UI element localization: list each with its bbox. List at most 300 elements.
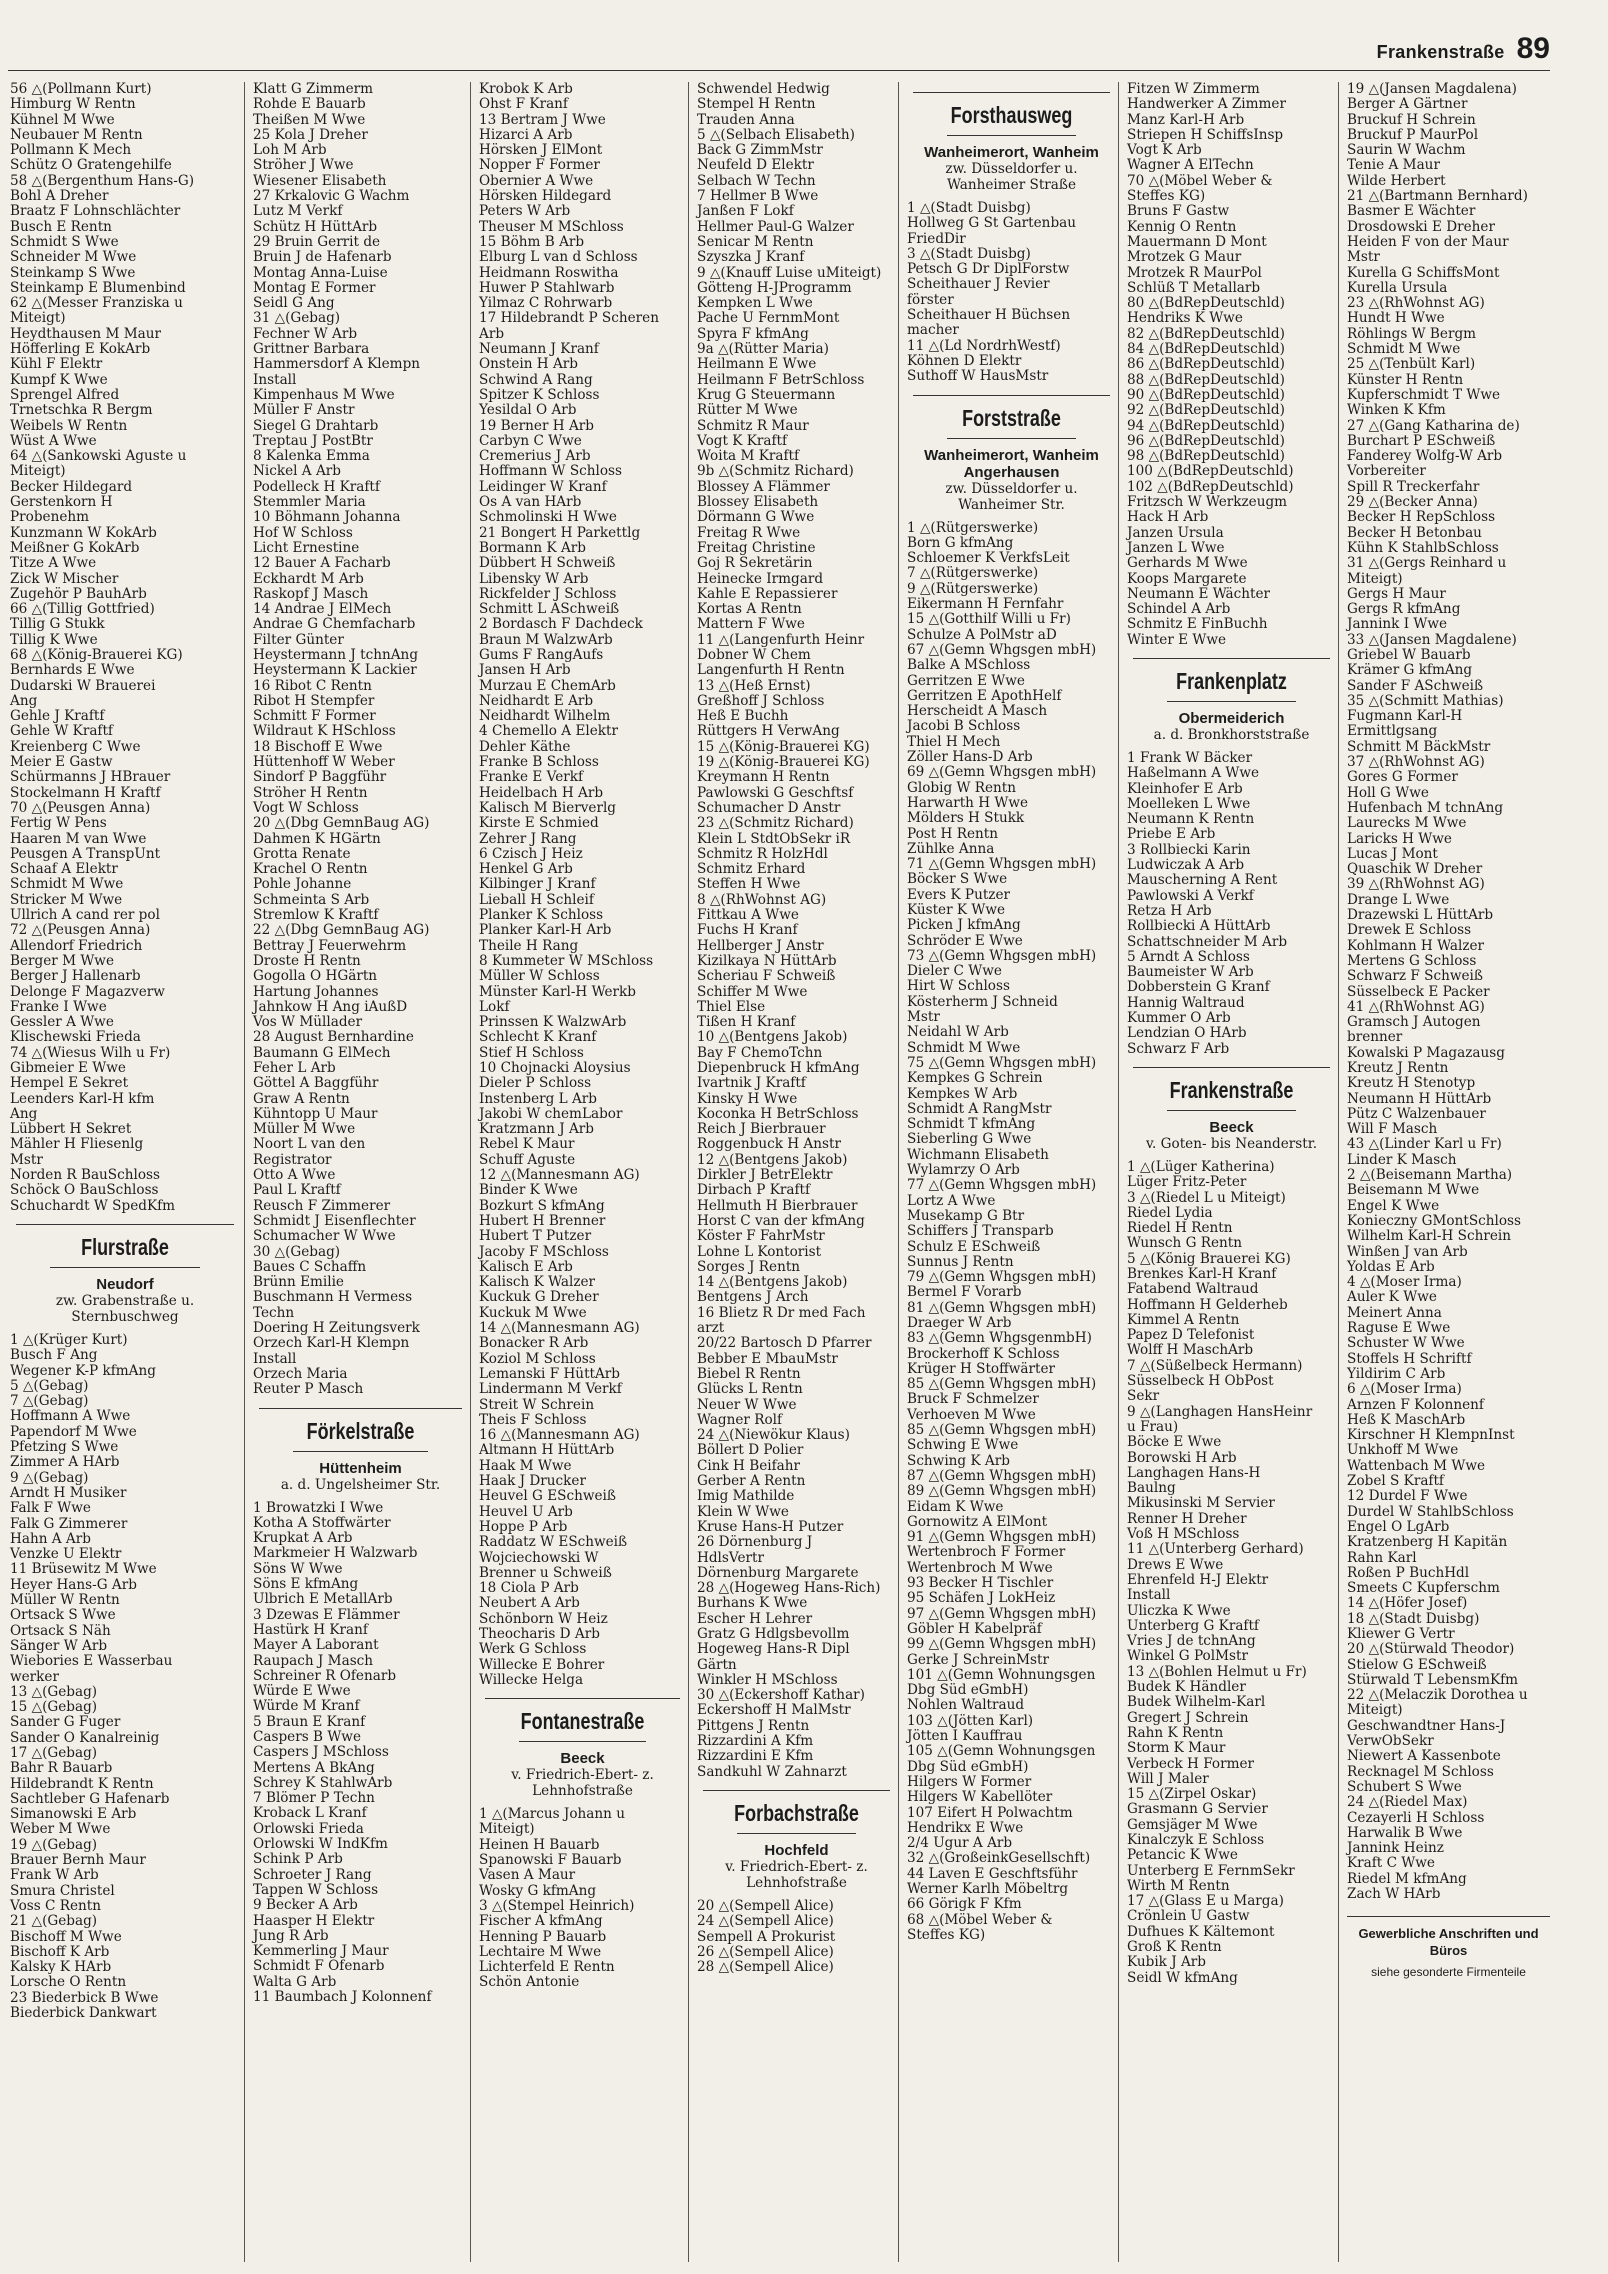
entry-line: Niewert A Kassenbote (1347, 1748, 1501, 1765)
entry-line: Unterberg E FernmSekr (1127, 1862, 1295, 1879)
entry-line: Schumacher D Anstr (697, 799, 841, 816)
entry-line: Böcker S Wwe (907, 871, 1008, 888)
entry-line: Heystermann K Lackier (253, 662, 417, 679)
entry-line: Ullrich A cand rer pol (10, 907, 160, 924)
street-title: Forbachstraße (734, 1799, 859, 1826)
entry-line: Planker K Schloss (479, 907, 604, 924)
entry-line: Pütz C Walzenbauer (1347, 1105, 1486, 1122)
entry-line: Dobner W Chem (697, 646, 811, 663)
entry-line: Kühn K StahlbSchloss (1347, 539, 1499, 556)
entry-line: Schiffers J Transparb (907, 1223, 1054, 1240)
entry-line: Dübbert H Schweiß (479, 555, 616, 572)
entry-line: Hoffmann A Wwe (10, 1408, 131, 1425)
entry-line: Würde M Kranf (253, 1698, 360, 1715)
entry-line: Podelleck H Kraftf (253, 478, 380, 495)
entry-line: Haak J Drucker (479, 1473, 586, 1490)
entry-line: Burchart P ESchweiß (1347, 432, 1496, 449)
entry-line: 7 △(Süßelbeck Hermann) (1127, 1357, 1303, 1374)
entry-line: 4 △(Moser Irma) (1347, 1274, 1462, 1291)
entry-line: Kummer O Arb (1127, 1010, 1231, 1027)
entry-line: Groß K Rentn (1127, 1939, 1222, 1956)
entry-line: Nohlen Waltraud (907, 1697, 1025, 1714)
entry-line: Neumann H HüttArb (1347, 1090, 1492, 1107)
entry-line: 14 △(Mannesmann AG) (479, 1320, 640, 1337)
entry-line: Bruck F Schmelzer (907, 1391, 1039, 1408)
district-name: Beeck (560, 1750, 605, 1768)
entry-line: Krachel O Rentn (253, 861, 368, 878)
entry-line: Post H Rentn (907, 825, 998, 842)
entry-line: 15 △(Gotthilf Willi u Fr) (907, 611, 1071, 628)
entry-line: Bruckuf H Schrein (1347, 111, 1476, 128)
entry-line: 72 △(Peusgen Anna) (10, 922, 151, 939)
entry-line: Probenehm (10, 509, 90, 526)
entry-line: Unkhoff M Wwe (1347, 1442, 1459, 1459)
entry-line: Raddatz W ESchweiß (479, 1534, 628, 1551)
entry-line: 41 △(RhWohnst AG) (1347, 998, 1485, 1015)
entry-line: 39 △(RhWohnst AG) (1347, 876, 1485, 893)
entry-line: Grotta Renate (253, 845, 351, 862)
entry-line: Meinert Anna (1347, 1304, 1442, 1321)
entry-line: Müller M Wwe (253, 1121, 356, 1138)
entry-line: Wegener K-P kfmAng (10, 1362, 156, 1379)
entry-line: Wertenbroch F Former (907, 1544, 1066, 1561)
entry-line: Fugmann Karl-H (1347, 708, 1463, 725)
entry-line: Renner H Dreher (1127, 1510, 1247, 1527)
entry-line: Schmitt M BäckMstr (1347, 738, 1491, 755)
entry-line: Blossey Elisabeth (697, 494, 819, 511)
entry-line: Pache U FernmMont (697, 310, 840, 327)
entry-line: 1 △(Krüger Kurt) (10, 1331, 128, 1348)
entry-line: Dörnenburg Margarete (697, 1564, 859, 1581)
entry-line: Hannig Waltraud (1127, 994, 1245, 1011)
entry-line: Bebber E MbauMstr (697, 1350, 838, 1367)
district-name: Obermeiderich (1178, 709, 1285, 727)
entry-line: 84 △(BdRepDeutschld) (1127, 341, 1285, 358)
entry-line: Auler K Wwe (1347, 1289, 1437, 1306)
entry-line: Zehrer J Rang (479, 830, 577, 847)
entry-line: Drewek E Schloss (1347, 922, 1472, 939)
entry-line: 7 Hellmer B Wwe (697, 188, 819, 205)
entry-line: Süsselbeck H ObPost (1127, 1373, 1274, 1390)
entry-line: Orlowski Frieda (253, 1820, 364, 1837)
entry-line: Rizzardini A Kfm (697, 1733, 814, 1750)
entry-line: Holl G Wwe (1347, 784, 1429, 801)
entry-line: Bischoff M Wwe (10, 1928, 122, 1945)
entry-line: 58 △(Bergenthum Hans-G) (10, 172, 195, 189)
entry-line: Drange L Wwe (1347, 891, 1450, 908)
entry-line: Hartung Johannes (253, 983, 379, 1000)
entry-line: Böcke E Wwe (1127, 1434, 1222, 1451)
entry-line: 8 △(RhWohnst AG) (697, 891, 827, 908)
entry-line: Reusch F Zimmerer (253, 1197, 391, 1214)
entry-line: Instenberg L Arb (479, 1090, 597, 1107)
entry-line: Zöller Hans-D Arb (907, 749, 1033, 766)
entry-line: Os A van HArb (479, 494, 582, 511)
entry-line: Musekamp G Btr (907, 1207, 1025, 1224)
entry-line: Woita M Kraftf (697, 448, 799, 465)
entry-line: Winken K Kfm (1347, 402, 1446, 419)
entry-line: Gramsch J Autogen (1347, 1014, 1481, 1031)
entry-line: Wosky G kfmAng (479, 1882, 597, 1899)
entry-line: 3 △(Stempel Heinrich) (479, 1897, 635, 1914)
entry-line: Retza H Arb (1127, 902, 1212, 919)
entry-line: Krämer G kfmAng (1347, 662, 1473, 679)
entry-line: 3 Dzewas E Flämmer (253, 1606, 400, 1623)
directory-columns (8, 82, 1550, 2262)
entry-line: 26 Dörnenburg J (697, 1534, 813, 1551)
entry-line: Heiden F von der Maur (1347, 233, 1509, 250)
entry-line: Voß H MSchloss (1127, 1526, 1240, 1543)
entry-line: Neumann K Rentn (1127, 811, 1255, 828)
entry-line: Simanowski E Arb (10, 1806, 137, 1823)
entry-line: Kahle E Repassierer (697, 585, 838, 602)
entry-line: Schwendel Hedwig (697, 82, 830, 97)
entry-line: 21 Bongert H Parkettlg (479, 524, 641, 541)
directory-column-5 (898, 82, 1116, 2262)
entry-line: Walta G Arb (253, 1973, 337, 1990)
entry-line: Kraft C Wwe (1347, 1855, 1435, 1872)
entry-line: 4 Chemello A Elektr (479, 723, 618, 740)
street-section-heading (907, 395, 1116, 513)
entry-line: 85 △(Gemn Whgsgen mbH) (907, 1422, 1097, 1439)
entry-line: 10 Böhmann Johanna (253, 509, 401, 526)
entry-line: 26 △(Sempell Alice) (697, 1943, 834, 1960)
entry-line: 89 △(Gemn Whgsgen mbH) (907, 1483, 1097, 1500)
entry-line: Konieczny GMontSchloss (1347, 1212, 1521, 1229)
entry-line: Lendzian O HArb (1127, 1025, 1247, 1042)
entry-line: Becker H RepSchloss (1347, 509, 1496, 526)
entry-line: Gores G Former (1347, 769, 1458, 786)
entry-line: Recknagel M Schloss (1347, 1763, 1494, 1780)
entry-line: 9 △(Knauff Luise uMiteigt) (697, 264, 882, 281)
entry-line: Yoldas E Arb (1347, 1258, 1435, 1275)
entry-line: Kimpenhaus M Wwe (253, 386, 395, 403)
entry-line: 91 △(Gemn Whgsgen mbH) (907, 1529, 1097, 1546)
entry-line: Titze A Wwe (10, 555, 97, 572)
entry-line: Jacoby F MSchloss (479, 1243, 609, 1260)
entry-line: Handwerker A Zimmer (1127, 96, 1286, 113)
entry-line: Miteigt) (1347, 1702, 1403, 1719)
entry-line: Koziol M Schloss (479, 1350, 596, 1367)
entry-line: förster (907, 291, 954, 308)
entry-line: Goj R Sekretärin (697, 555, 813, 572)
entry-line: Hack H Arb (1127, 509, 1209, 526)
entry-line: Rahn K Rentn (1127, 1724, 1224, 1741)
entry-line: Stürwald T LebensmKfm (1347, 1671, 1519, 1688)
entry-line: Krug G Steuermann (697, 386, 836, 403)
entry-line: 3 △(Stadt Duisbg) (907, 245, 1031, 262)
entry-line: macher (907, 322, 959, 339)
entry-line: 35 △(Schmitt Mathias) (1347, 692, 1504, 709)
entry-line: Roßen P BuchHdl (1347, 1564, 1470, 1581)
entry-line: 20/22 Bartosch D Pfarrer (697, 1335, 872, 1352)
entry-line: 11 Baumbach J Kolonnenf (253, 1989, 432, 2006)
entry-line: Tillig G Stukk (10, 616, 105, 633)
entry-line: 13 △(Heß Ernst) (697, 677, 811, 694)
entry-line: Hilgers W Kabellöter (907, 1789, 1053, 1806)
directory-column-3 (470, 82, 686, 2262)
entry-line: Dehler Käthe (479, 738, 571, 755)
entry-line: 28 △(Hogeweg Hans-Rich) (697, 1580, 881, 1597)
section-subrule (1167, 1110, 1296, 1111)
entry-line: 7 △(Rütgerswerke) (907, 565, 1039, 582)
entry-line: Hüttenhoff W Weber (253, 754, 395, 771)
entry-line: 29 △(Becker Anna) (1347, 494, 1478, 511)
entry-line: Evers K Putzer (907, 886, 1010, 903)
entry-line: Heinecke Irmgard (697, 570, 824, 587)
entry-line: Göbler H Kabelpräf (907, 1620, 1042, 1637)
entry-line: Picken J kfmAng (907, 917, 1021, 934)
entry-line: Kunzmann W KokArb (10, 524, 157, 541)
entry-line: 86 △(BdRepDeutschld) (1127, 356, 1285, 373)
entry-line: Diepenbruck H kfmAng (697, 1060, 860, 1076)
entry-line: Eckhardt M Arb (253, 570, 364, 587)
entry-line: Winkel G PolMstr (1127, 1648, 1248, 1665)
entry-line: Gerritzen E ApothHelf (907, 687, 1062, 704)
entry-line: Eidam K Wwe (907, 1498, 1004, 1515)
entry-line: Manz Karl-H Arb (1127, 111, 1245, 128)
street-section-heading (479, 1698, 686, 1799)
entry-line: Schwarz F Arb (1127, 1040, 1230, 1057)
header-rule (8, 70, 1550, 71)
entry-line: Böllert D Polier (697, 1442, 804, 1459)
entry-line: Kortas A Rentn (697, 601, 802, 618)
page-header (1377, 32, 1550, 66)
entry-line: 98 △(BdRepDeutschld) (1127, 448, 1285, 465)
entry-line: Berger A Gärtner (1347, 96, 1468, 113)
entry-line: 24 △(Niewökur Klaus) (697, 1427, 850, 1444)
entry-line: 94 △(BdRepDeutschld) (1127, 417, 1285, 434)
entry-line: Rickfelder J Schloss (479, 585, 617, 602)
entry-line: Mertens G Schloss (1347, 952, 1477, 969)
entry-line: Schröder E Wwe (907, 932, 1023, 949)
entry-line: Krobok K Arb (479, 82, 573, 97)
directory-column-2 (244, 82, 468, 2262)
entry-line: Willecke Helga (479, 1671, 584, 1688)
entry-line: Klein L StdtObSekr iR (697, 830, 851, 847)
entry-line: Willecke E Bohrer (479, 1656, 605, 1673)
section-rule (259, 1408, 462, 1409)
entry-line: 1 Frank W Bäcker (1127, 749, 1253, 766)
entry-line: Eckershoff H MalMstr (697, 1702, 851, 1719)
entry-line: Verbeck H Former (1127, 1755, 1255, 1772)
entry-line: 73 △(Gemn Whgsgen mbH) (907, 947, 1097, 964)
entry-line: Hellmer Paul-G Walzer (697, 218, 854, 235)
entry-line: Miteigt) (479, 1821, 535, 1838)
entry-line: u Frau) (1127, 1418, 1179, 1435)
entry-line: Kratzenberg H Kapitän (1347, 1534, 1508, 1551)
entry-line: 62 △(Messer Franziska u (10, 295, 183, 312)
entry-line: Kruse Hans-H Putzer (697, 1518, 844, 1535)
entry-line: Kösterherm J Schneid (907, 993, 1058, 1010)
entry-line: Beisemann M Wwe (1347, 1182, 1480, 1199)
entry-line: 15 △(Gebag) (10, 1699, 98, 1716)
entry-line: Wunsch G Rentn (1127, 1235, 1243, 1252)
entry-line: Fitzen W Zimmerm (1127, 82, 1260, 97)
entry-line: Riedel M kfmAng (1347, 1870, 1467, 1887)
entry-line: Dieler P Schloss (479, 1075, 592, 1092)
entry-line: Lohne L Kontorist (697, 1243, 822, 1260)
entry-line: Kreymann H Rentn (697, 769, 830, 786)
footer-note: siehe gesonderte Firmenteile (1371, 1965, 1526, 1980)
entry-line: Schütz H HüttArb (253, 218, 378, 235)
entry-line: Baulng (1127, 1480, 1176, 1497)
entry-line: 10 △(Bentgens Jakob) (697, 1029, 848, 1046)
street-title: Forsthausweg (950, 102, 1073, 128)
entry-line: Dörmann G Wwe (697, 509, 815, 526)
section-subrule (737, 1833, 856, 1834)
entry-line: Scheithauer H Büchsen (907, 307, 1071, 324)
entry-line: Lichterfeld E Rentn (479, 1959, 615, 1976)
entry-line: Blossey A Flämmer (697, 478, 830, 495)
entry-line: 32 △(GroßeinkGesellschft) (907, 1850, 1091, 1867)
entry-line: Graw A Rentn (253, 1090, 350, 1107)
entry-line: Schubert S Wwe (1347, 1778, 1462, 1795)
entry-line: 19 △(Gebag) (10, 1836, 98, 1853)
entry-line: Heuvel G ESchweiß (479, 1488, 616, 1505)
entry-line: Heilmann E Wwe (697, 356, 817, 373)
section-subrule (947, 438, 1076, 439)
entry-line: Greßhoff J Schloss (697, 692, 825, 709)
entry-line: Brauer Bernh Maur (10, 1852, 146, 1869)
entry-line: Höfferling E KokArb (10, 341, 151, 358)
entry-line: 102 △(BdRepDeutschld) (1127, 478, 1294, 495)
entry-line: Kurella G SchiffsMont (1347, 264, 1500, 281)
entry-line: Theocharis D Arb (479, 1625, 600, 1642)
entry-line: Senicar M Rentn (697, 233, 814, 250)
entry-line: Ströher H Rentn (253, 784, 368, 801)
entry-line: Schroeter J Rang (253, 1866, 372, 1883)
entry-line: Stemmler Maria (253, 494, 366, 511)
entry-line: Feher L Arb (253, 1060, 336, 1076)
entry-line: Schmidt F Ofenarb (253, 1958, 385, 1975)
entry-line: Falk F Wwe (10, 1500, 91, 1517)
entry-line: Mstr (10, 1151, 43, 1168)
entry-line: Gratz G Hdlgsbevollm (697, 1625, 850, 1642)
entry-line: Unterberg G Kraftf (1127, 1617, 1259, 1634)
entry-line: Wylamrzy O Arb (907, 1162, 1020, 1179)
entry-line: 21 △(Bartmann Bernhard) (1347, 188, 1528, 205)
entry-line: Wirth M Rentn (1127, 1877, 1230, 1894)
entry-line: Gergs H Maur (1347, 585, 1446, 602)
entry-line: Yilmaz C Rohrwarb (479, 295, 613, 312)
entry-line: 17 △(Gebag) (10, 1744, 98, 1761)
entry-line: Papez D Telefonist (1127, 1327, 1255, 1344)
entry-line: Pollmann K Mech (10, 142, 132, 159)
section-subrule (50, 1267, 200, 1268)
entry-line: Scheithauer J Revier (907, 276, 1050, 293)
entry-line: 17 Hildebrandt P Scheren (479, 310, 659, 327)
directory-column-4 (688, 82, 896, 2262)
entry-line: Storm K Maur (1127, 1740, 1226, 1757)
entry-line: Bernhards E Wwe (10, 662, 135, 679)
entry-line: Wilhelm Karl-H Schrein (1347, 1228, 1511, 1245)
entry-line: 16 Blietz R Dr med Fach (697, 1304, 866, 1321)
entry-line: Falk G Zimmerer (10, 1515, 128, 1532)
entry-line: Heidmann Roswitha (479, 264, 619, 281)
entry-line: Gibmeier E Wwe (10, 1060, 126, 1076)
entry-line: 69 △(Gemn Whgsgen mbH) (907, 764, 1097, 781)
section-rule (485, 1698, 680, 1699)
entry-line: 68 △(König-Brauerei KG) (10, 646, 183, 663)
entry-line: Braatz F Lohnschlächter (10, 203, 181, 220)
entry-line: 87 △(Gemn Whgsgen mbH) (907, 1467, 1097, 1484)
entry-line: 5 △(Gebag) (10, 1377, 89, 1394)
entry-line: 19 △(Jansen Magdalena) (1347, 82, 1517, 97)
entry-line: Becker Hildegard (10, 478, 133, 495)
entry-line: 70 △(Peusgen Anna) (10, 799, 151, 816)
entry-line: 18 △(Stadt Duisbg) (1347, 1610, 1480, 1627)
entry-line: 85 △(Gemn Whgsgen mbH) (907, 1376, 1097, 1393)
district-name: Hüttenheim (319, 1459, 402, 1477)
entry-line: 82 △(BdRepDeutschld) (1127, 325, 1285, 342)
entry-line: Registrator (253, 1151, 332, 1168)
entry-line: Vogt W Schloss (253, 799, 359, 816)
entry-line: Fritzsch W Werkzeugm (1127, 494, 1288, 511)
entry-line: Schmidt A RangMstr (907, 1100, 1052, 1117)
entry-line: Wichmann Elisabeth (907, 1146, 1049, 1163)
entry-line: 13 △(Bohlen Helmut u Fr) (1127, 1663, 1307, 1680)
entry-line: Baues C Schaffn (253, 1258, 367, 1275)
entry-line: Durdel W StahlbSchloss (1347, 1503, 1514, 1520)
entry-line: Mähler H Fliesenlg (10, 1136, 144, 1153)
entry-line: 74 △(Wiesus Wilh u Fr) (10, 1044, 171, 1061)
street-title: Flurstraße (81, 1233, 169, 1260)
entry-line: Steffen H Wwe (697, 876, 801, 893)
entry-line: Harwarth H Wwe (907, 794, 1029, 811)
entry-line: Janzen L Wwe (1127, 539, 1225, 556)
entry-line: Sander G Fuger (10, 1714, 121, 1731)
entry-line: 43 △(Linder Karl u Fr) (1347, 1136, 1502, 1153)
entry-line: Kizilkaya N HüttArb (697, 952, 837, 969)
entry-line: Kupferschmidt T Wwe (1347, 386, 1500, 403)
entry-line: Berger J Hallenarb (10, 968, 141, 985)
entry-line: 18 Ciola P Arb (479, 1580, 579, 1597)
entry-line: Cremerius J Arb (479, 448, 591, 465)
entry-line: Ohst F Kranf (479, 96, 568, 113)
entry-line: 24 △(Sempell Alice) (697, 1913, 834, 1930)
entry-line: Leenders Karl-H kfm (10, 1090, 155, 1107)
entry-line: Rüttgers H VerwAng (697, 723, 840, 740)
entry-line: Gogolla O HGärtn (253, 968, 378, 985)
entry-line: Haasper H Elektr (253, 1912, 375, 1929)
entry-line: Theuser M MSchloss (479, 218, 624, 235)
street-title: Fontanestraße (520, 1708, 645, 1735)
entry-line: Reuter P Masch (253, 1381, 364, 1398)
entry-line: Glücks L Rentn (697, 1381, 803, 1398)
entry-line: Steinkamp E Blumenbind (10, 279, 186, 296)
entry-line: Hastürk H Kranf (253, 1621, 368, 1638)
entry-line: Miteigt) (10, 463, 66, 480)
entry-line: Schuchardt W SpedKfm (10, 1197, 176, 1214)
entry-line: Noort L van den (253, 1136, 366, 1153)
entry-line: Petsch G Dr DiplForstw (907, 261, 1070, 278)
entry-line: Ortsack S Wwe (10, 1607, 116, 1624)
entry-line: Ang (10, 1105, 38, 1122)
entry-line: Heß E Buchh (697, 708, 789, 725)
entry-line: Mrotzek G Maur (1127, 249, 1242, 266)
directory-column-6 (1118, 82, 1336, 2262)
entry-line: Bohl A Dreher (10, 188, 109, 205)
entry-line: Hizarci A Arb (479, 126, 573, 143)
entry-line: Henning P Bauarb (479, 1928, 607, 1945)
entry-line: Papendorf M Wwe (10, 1423, 137, 1440)
entry-line: Vogt K Kraftf (697, 432, 787, 449)
entry-line: Lutz M Verkf (253, 203, 343, 220)
entry-line: Kreutz J Rentn (1347, 1060, 1449, 1076)
entry-line: Söns W Wwe (253, 1560, 343, 1577)
entry-line: Sänger W Arb (10, 1637, 108, 1654)
